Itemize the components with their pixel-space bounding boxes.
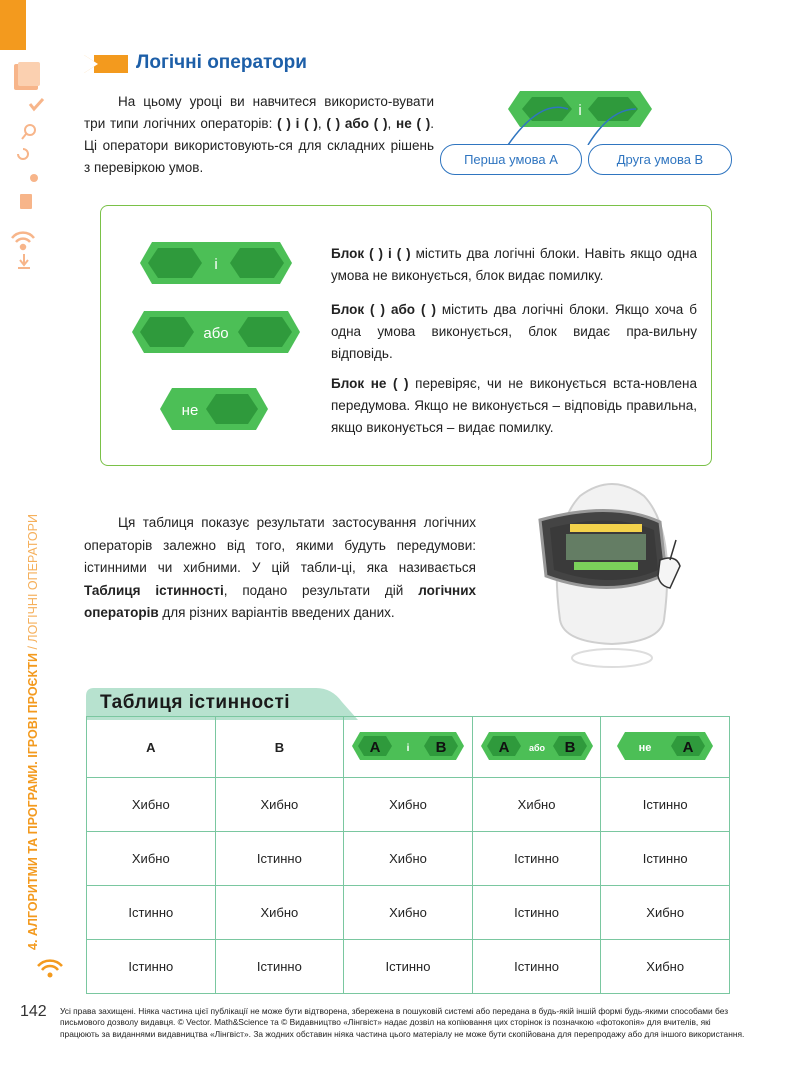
table-cell: Хибно: [344, 778, 473, 832]
checkmark-icon: [30, 99, 43, 109]
truth-table: [86, 716, 730, 994]
truth-table-intro-paragraph: Ця таблиця показує результати застосування логічних операторів залежно від того, якими будуть передумови: істинними чи хибними. У цій табли-ці, яка називається Таблиця істинності, подано результати дій логічних операторів для різних варіантів введених даних.: [84, 515, 477, 620]
header-or: [472, 717, 601, 778]
gear-icon: [30, 174, 38, 182]
svg-text:А: А: [682, 738, 694, 756]
table-cell: Істинно: [472, 940, 601, 994]
not-block-description: Блок не ( ) перевіряє, чи не виконується вста-новлена передумова. Якщо не виконується – відповідь правильна, якщо виконується – видає помилку.: [331, 376, 697, 435]
table-cell: Істинно: [87, 940, 216, 994]
robot-illustration: [520, 470, 700, 680]
table-cell: Хибно: [601, 886, 730, 940]
and-block-label: і: [214, 256, 218, 273]
section-title: Логічні оператори: [136, 52, 307, 73]
table-row: [87, 886, 730, 940]
or-block-description: Блок ( ) або ( ) містить два логічні блоки. Якщо хоча б одна умова виконується, блок видає пра-вильну відповідь.: [331, 302, 697, 361]
orange-corner-tab: [0, 0, 26, 50]
diagram-block-label: і: [578, 102, 582, 119]
and-block-diagram: [440, 85, 740, 145]
table-cell: Хибно: [472, 778, 601, 832]
header-not: [601, 717, 730, 778]
table-cell: Істинно: [472, 886, 601, 940]
condition-b-label: Друга умова В: [588, 144, 732, 175]
and-header-block: [352, 730, 464, 762]
svg-text:В: В: [564, 738, 575, 756]
table-cell: Хибно: [344, 832, 473, 886]
not-header-block: [617, 730, 713, 762]
truth-table-title: Таблиця істинності: [100, 692, 291, 713]
condition-a-label: Перша умова А: [440, 144, 582, 175]
copyright-notice: Усі права захищені. Ніяка частина цієї публікації не може бути відтворена, збережена в пошуковій системі або передана в будь-якій іншій формі будь-якими способами без письмового дозволу видавця. © Vector. Math&Science та © Видавництво «Лінгвіст» надає дозвіл на копіювання цих сторінок із позначкою «фотокопія» для вчителів, які працюють за виданнями видавництва «Лінгвіст». За жодних обставин ніяка частина цього матеріалу не може бути скопійована для перепродажу або для іншого використання.: [60, 1006, 745, 1039]
arrow-icon: [84, 55, 128, 73]
wifi-icon: [12, 233, 34, 249]
and-block-description: Блок ( ) і ( ) містить два логічні блоки. Навіть якщо одна умова не виконується, блок видає помилку.: [331, 246, 697, 283]
table-header-row: [87, 717, 730, 778]
table-row: [87, 940, 730, 994]
table-cell: Хибно: [215, 778, 344, 832]
table-cell: Хибно: [344, 886, 473, 940]
svg-text:і: і: [406, 742, 410, 754]
refresh-icon: [18, 149, 28, 159]
table-cell: Істинно: [472, 832, 601, 886]
or-block-label: або: [203, 325, 229, 342]
svg-text:або: або: [528, 742, 545, 753]
table-cell: Істинно: [87, 886, 216, 940]
sidebar-icons: [8, 58, 54, 278]
table-row: [87, 832, 730, 886]
table-cell: Хибно: [215, 886, 344, 940]
or-block: [132, 307, 300, 357]
svg-text:А: А: [498, 738, 509, 756]
svg-text:А: А: [369, 738, 381, 756]
search-icon: [22, 125, 35, 139]
book-icon: [14, 62, 40, 90]
table-cell: Хибно: [601, 940, 730, 994]
svg-text:В: В: [435, 738, 447, 756]
table-cell: Хибно: [87, 778, 216, 832]
table-cell: Хибно: [87, 832, 216, 886]
header-b: В: [215, 717, 344, 778]
intro-paragraph: На цьому уроці ви навчитеся використо-вувати три типи логічних операторів: ( ) і ( ), ( ) або ( ), не ( ). Ці оператори використовують-ся для складних рішень з перевіркою умов.: [84, 94, 434, 175]
document-icon: [20, 194, 32, 209]
table-cell: Істинно: [215, 832, 344, 886]
chapter-sidebar-label: 4. АЛГОРИТМИ ТА ПРОГРАМИ. ІГРОВІ ПРОЄКТИ / ЛОГІЧНІ ОПЕРАТОРИ: [26, 514, 40, 950]
download-icon: [18, 254, 30, 268]
header-a: А: [87, 717, 216, 778]
table-cell: Істинно: [601, 778, 730, 832]
table-cell: Істинно: [344, 940, 473, 994]
or-header-block: [481, 730, 593, 762]
table-row: [87, 778, 730, 832]
not-block-label: не: [181, 402, 199, 419]
table-cell: Істинно: [215, 940, 344, 994]
not-block: [160, 384, 268, 434]
page-number: 142: [20, 1003, 47, 1020]
and-block: [140, 238, 292, 288]
svg-text:не: не: [638, 741, 652, 754]
table-cell: Істинно: [601, 832, 730, 886]
wifi-icon: [36, 956, 64, 980]
header-and: [344, 717, 473, 778]
